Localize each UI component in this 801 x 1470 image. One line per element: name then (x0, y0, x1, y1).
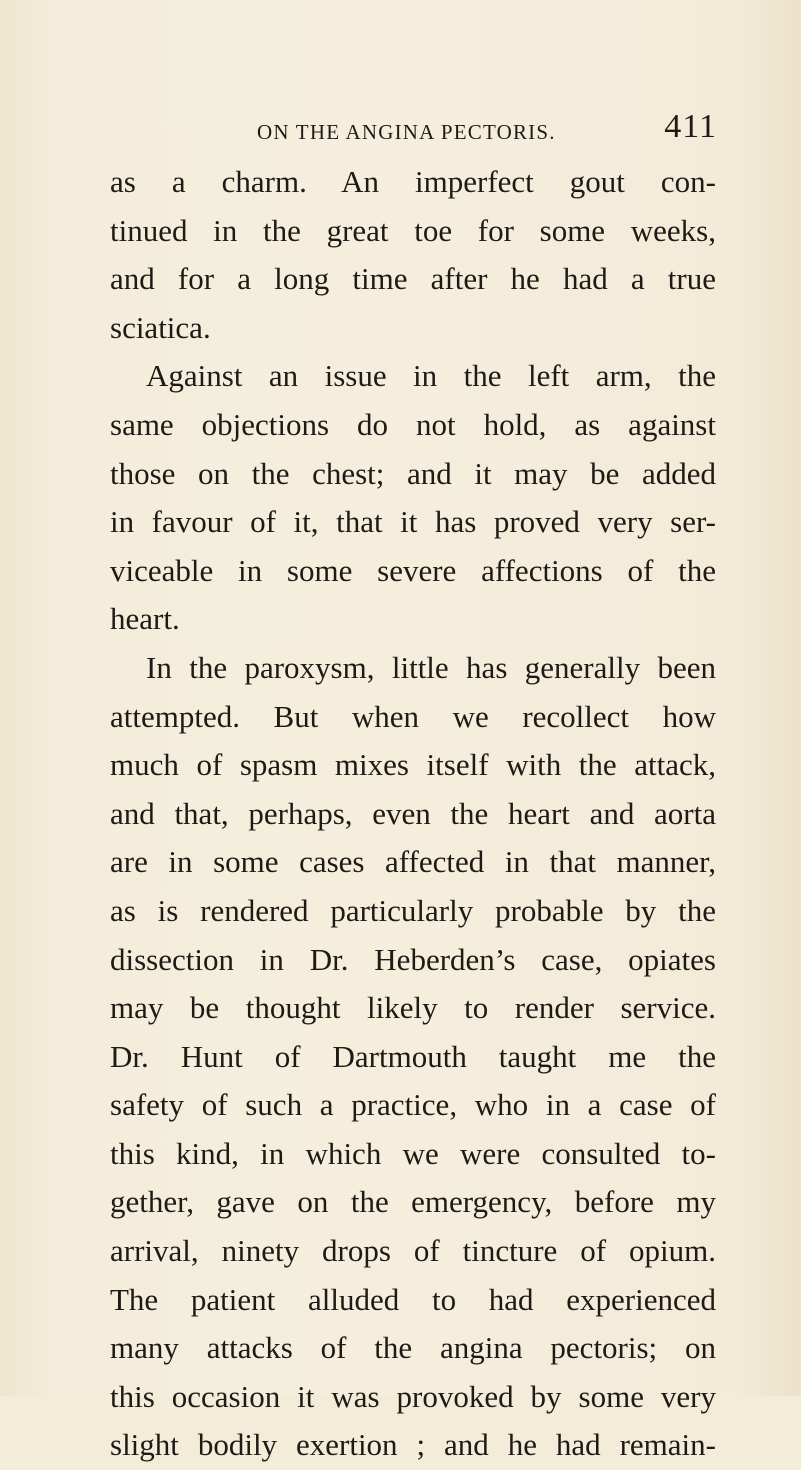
text-line: heart. (110, 601, 180, 637)
text-line: sciatica. (110, 309, 211, 345)
text-line: may be thought likely to render service. (110, 990, 716, 1026)
text-line: many attacks of the angina pectoris; on (110, 1330, 716, 1366)
text-line: dissection in Dr. Heberden’s case, opiates (110, 941, 716, 977)
text-line: and that, perhaps, even the heart and aorta (110, 795, 716, 831)
text-line: slight bodily exertion ; and he had remain- (110, 1427, 716, 1463)
text-line: The patient alluded to had experienced (110, 1281, 716, 1317)
page-header (257, 108, 717, 148)
text-line: safety of such a practice, who in a case of (110, 1087, 716, 1123)
text-line: gether, gave on the emergency, before my (110, 1184, 716, 1220)
text-line: attempted. But when we recollect how (110, 698, 716, 734)
body-text (110, 158, 716, 1470)
text-line: Against an issue in the left arm, the (146, 358, 716, 394)
text-line: In the paroxysm, little has generally been (146, 649, 716, 685)
text-line: in favour of it, that it has proved very ser- (110, 504, 716, 540)
text-line: viceable in some severe affections of the (110, 552, 716, 588)
text-line: much of spasm mixes itself with the attack, (110, 747, 716, 783)
text-line: tinued in the great toe for some weeks, (110, 212, 716, 248)
text-line: Dr. Hunt of Dartmouth taught me the (110, 1038, 716, 1074)
text-line: those on the chest; and it may be added (110, 455, 716, 491)
running-head: ON THE ANGINA PECTORIS. (257, 120, 556, 144)
text-line: are in some cases affected in that manner, (110, 844, 716, 880)
text-line: same objections do not hold, as against (110, 406, 716, 442)
text-line: this occasion it was provoked by some very (110, 1378, 716, 1414)
text-line: as is rendered particularly probable by the (110, 892, 716, 928)
text-line: arrival, ninety drops of tincture of opium. (110, 1233, 716, 1269)
text-line: this kind, in which we were consulted to- (110, 1135, 716, 1171)
page-number: 411 (664, 108, 717, 145)
text-line: and for a long time after he had a true (110, 261, 716, 297)
text-line: as a charm. An imperfect gout con- (110, 164, 716, 199)
